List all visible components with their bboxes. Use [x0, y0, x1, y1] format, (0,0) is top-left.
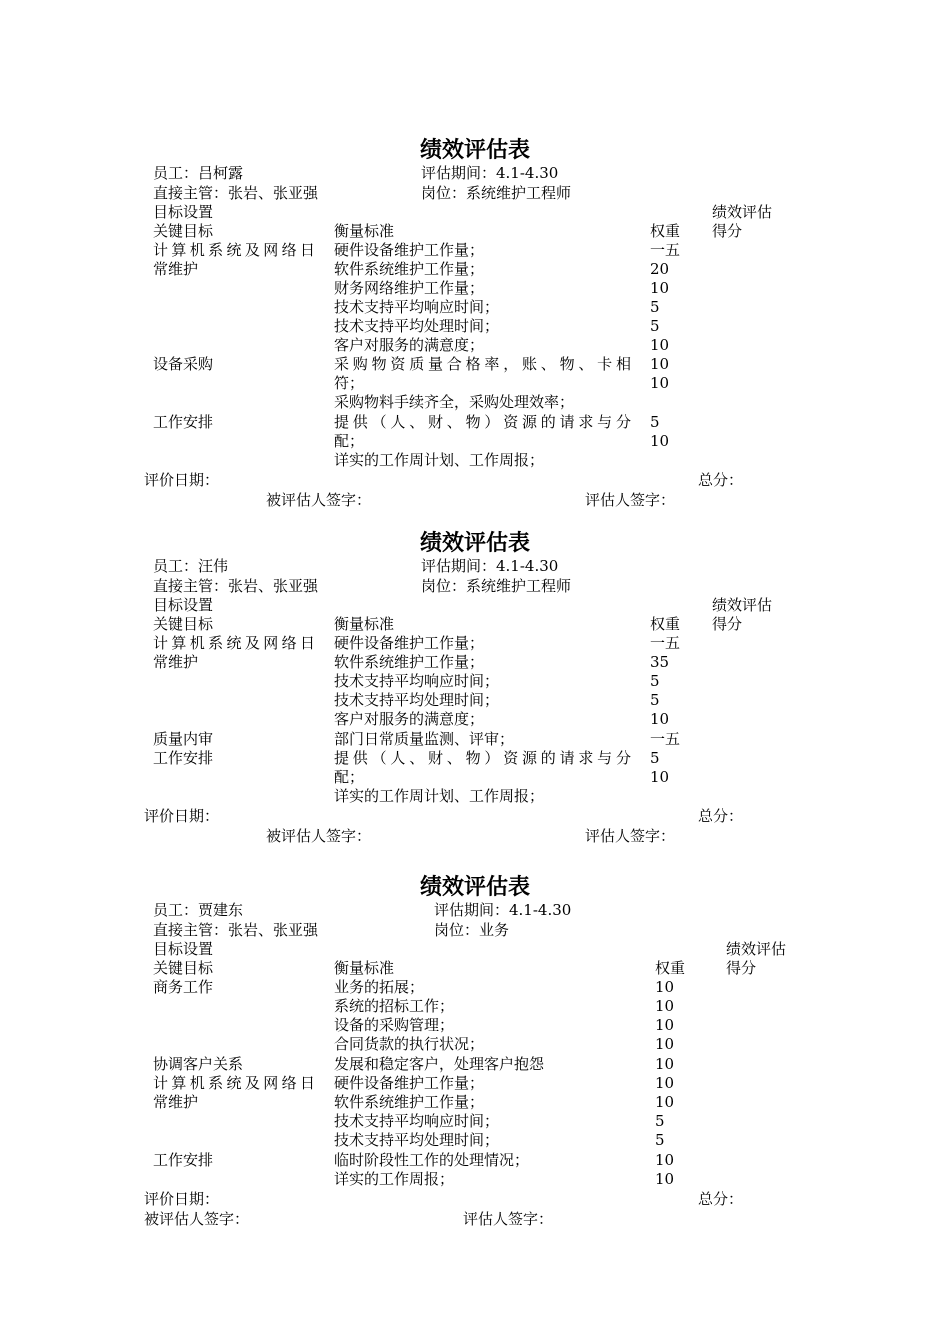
col-standard-header: 衡量标准 — [334, 615, 395, 633]
weight-cell: 5 — [650, 413, 660, 431]
weight-cell: 5 — [650, 298, 660, 316]
employee-label: 员工：吕柯露 — [153, 164, 244, 182]
standard-cell: 设备的采购管理； — [334, 1016, 455, 1034]
standard-cell: 配； — [334, 768, 365, 786]
eval-date-label: 评价日期： — [144, 807, 220, 825]
col-weight-header: 权重 — [655, 959, 686, 977]
weight-cell: 5 — [650, 691, 660, 709]
col-weight-header: 权重 — [650, 615, 681, 633]
col-standard-header: 衡量标准 — [334, 222, 395, 240]
key-cell: 工作安排 — [153, 749, 214, 767]
standard-cell: 技术支持平均处理时间； — [334, 691, 500, 709]
weight-cell: 10 — [650, 432, 670, 450]
key-cell: 设备采购 — [153, 355, 214, 373]
standard-cell: 详实的工作周计划、工作周报； — [334, 451, 545, 469]
weight-cell: 10 — [655, 1055, 675, 1073]
weight-cell: 一五 — [650, 241, 681, 259]
supervisor-label: 直接主管：张岩、张亚强 — [153, 577, 319, 595]
key-cell: 计算机系统及网络日 — [153, 1074, 315, 1092]
weight-cell: 10 — [650, 279, 670, 297]
key-cell: 常维护 — [153, 260, 199, 278]
evaluator-signature-label: 评估人签字： — [585, 827, 676, 845]
evaluation-form-2 — [0, 529, 950, 849]
table-row — [0, 355, 950, 374]
period-label: 评估期间：4.1-4.30 — [421, 164, 559, 182]
table-row — [0, 1016, 950, 1035]
standard-cell: 合同货款的执行状况； — [334, 1035, 485, 1053]
table-row — [0, 413, 950, 432]
col-key-header: 关键目标 — [153, 959, 214, 977]
col-key-header: 关键目标 — [153, 615, 214, 633]
standard-cell: 硬件设备维护工作量； — [334, 241, 485, 259]
weight-cell: 10 — [655, 1074, 675, 1092]
weight-cell: 一五 — [650, 634, 681, 652]
weight-cell: 5 — [650, 672, 660, 690]
evaluator-signature-label: 评估人签字： — [463, 1210, 554, 1228]
weight-cell: 10 — [650, 374, 670, 392]
supervisor-label: 直接主管：张岩、张亚强 — [153, 184, 319, 202]
key-cell: 计算机系统及网络日 — [153, 241, 315, 259]
weight-cell: 20 — [650, 260, 670, 278]
table-row — [0, 749, 950, 768]
col-weight-header: 权重 — [650, 222, 681, 240]
standard-cell: 详实的工作周报； — [334, 1170, 455, 1188]
standard-cell: 符； — [334, 374, 365, 392]
weight-cell: 一五 — [650, 730, 681, 748]
standard-cell: 软件系统维护工作量； — [334, 653, 485, 671]
standard-cell: 技术支持平均响应时间； — [334, 298, 500, 316]
standard-cell: 详实的工作周计划、工作周报； — [334, 787, 545, 805]
standard-cell: 采购物料手续齐全，采购处理效率； — [334, 393, 575, 411]
table-row — [0, 336, 950, 355]
eval-date-label: 评价日期： — [144, 1190, 220, 1208]
evaluatee-signature-label: 被评估人签字： — [144, 1210, 250, 1228]
standard-cell: 配； — [334, 432, 365, 450]
key-cell: 常维护 — [153, 1093, 199, 1111]
standard-cell: 系统的招标工作； — [334, 997, 455, 1015]
employee-label: 员工：汪伟 — [153, 557, 229, 575]
weight-cell: 10 — [650, 336, 670, 354]
col-standard-header: 衡量标准 — [334, 959, 395, 977]
standard-cell: 技术支持平均响应时间； — [334, 1112, 500, 1130]
standard-cell: 软件系统维护工作量； — [334, 260, 485, 278]
table-row — [0, 374, 950, 393]
weight-cell: 10 — [655, 1151, 675, 1169]
table-row — [0, 653, 950, 672]
supervisor-label: 直接主管：张岩、张亚强 — [153, 921, 319, 939]
weight-cell: 10 — [655, 978, 675, 996]
key-cell: 工作安排 — [153, 1151, 214, 1169]
table-row — [0, 432, 950, 451]
standard-cell: 发展和稳定客户，处理客户抱怨 — [334, 1055, 545, 1073]
period-label: 评估期间：4.1-4.30 — [434, 901, 572, 919]
weight-cell: 5 — [655, 1131, 665, 1149]
weight-cell: 5 — [650, 317, 660, 335]
table-row — [0, 1055, 950, 1074]
standard-cell: 部门日常质量监测、评审； — [334, 730, 515, 748]
key-cell: 商务工作 — [153, 978, 214, 996]
standard-cell: 采购物资质量合格率，账、物、卡相 — [334, 355, 631, 373]
evaluatee-signature-label: 被评估人签字： — [266, 827, 372, 845]
key-cell: 工作安排 — [153, 413, 214, 431]
weight-cell: 5 — [650, 749, 660, 767]
standard-cell: 提供（人、财、物）资源的请求与分 — [334, 413, 631, 431]
table-row — [0, 1074, 950, 1093]
table-row — [0, 672, 950, 691]
weight-cell: 10 — [655, 1170, 675, 1188]
score-header: 绩效评估 — [712, 203, 773, 221]
total-score-label: 总分： — [698, 1190, 744, 1208]
evaluatee-signature-label: 被评估人签字： — [266, 491, 372, 509]
table-row — [0, 317, 950, 336]
standard-cell: 硬件设备维护工作量； — [334, 1074, 485, 1092]
table-row — [0, 279, 950, 298]
table-row — [0, 1170, 950, 1189]
score-header: 绩效评估 — [726, 940, 787, 958]
key-cell: 计算机系统及网络日 — [153, 634, 315, 652]
weight-cell: 10 — [655, 1016, 675, 1034]
position-label: 岗位：业务 — [434, 921, 510, 939]
standard-cell: 临时阶段性工作的处理情况； — [334, 1151, 530, 1169]
standard-cell: 客户对服务的满意度； — [334, 336, 485, 354]
weight-cell: 10 — [650, 710, 670, 728]
period-label: 评估期间：4.1-4.30 — [421, 557, 559, 575]
table-row — [0, 1151, 950, 1170]
table-row — [0, 1112, 950, 1131]
table-row — [0, 691, 950, 710]
total-score-label: 总分： — [698, 807, 744, 825]
form-title: 绩效评估表 — [419, 530, 530, 556]
table-row — [0, 634, 950, 653]
score-header: 绩效评估 — [712, 596, 773, 614]
position-label: 岗位：系统维护工程师 — [421, 184, 572, 202]
table-row — [0, 710, 950, 729]
form-title: 绩效评估表 — [419, 874, 530, 900]
score-header-2: 得分 — [726, 959, 757, 977]
position-label: 岗位：系统维护工程师 — [421, 577, 572, 595]
weight-cell: 35 — [650, 653, 670, 671]
key-cell: 质量内审 — [153, 730, 214, 748]
score-header-2: 得分 — [712, 222, 743, 240]
table-row — [0, 1131, 950, 1150]
table-row — [0, 298, 950, 317]
total-score-label: 总分： — [698, 471, 744, 489]
weight-cell: 10 — [655, 997, 675, 1015]
standard-cell: 提供（人、财、物）资源的请求与分 — [334, 749, 631, 767]
form-title: 绩效评估表 — [419, 137, 530, 163]
standard-cell: 技术支持平均响应时间； — [334, 672, 500, 690]
table-row — [0, 787, 950, 806]
target-setting-label: 目标设置 — [153, 203, 214, 221]
table-row — [0, 260, 950, 279]
weight-cell: 5 — [655, 1112, 665, 1130]
weight-cell: 10 — [655, 1093, 675, 1111]
eval-date-label: 评价日期： — [144, 471, 220, 489]
standard-cell: 技术支持平均处理时间； — [334, 1131, 500, 1149]
target-setting-label: 目标设置 — [153, 596, 214, 614]
key-cell: 常维护 — [153, 653, 199, 671]
score-header-2: 得分 — [712, 615, 743, 633]
table-row — [0, 1035, 950, 1054]
col-key-header: 关键目标 — [153, 222, 214, 240]
evaluation-form-3 — [0, 873, 950, 1243]
table-row — [0, 730, 950, 749]
weight-cell: 10 — [655, 1035, 675, 1053]
table-row — [0, 393, 950, 412]
key-cell: 协调客户关系 — [153, 1055, 244, 1073]
evaluation-form-1 — [0, 136, 950, 516]
weight-cell: 10 — [650, 768, 670, 786]
table-row — [0, 997, 950, 1016]
table-row — [0, 1093, 950, 1112]
target-setting-label: 目标设置 — [153, 940, 214, 958]
weight-cell: 10 — [650, 355, 670, 373]
standard-cell: 客户对服务的满意度； — [334, 710, 485, 728]
standard-cell: 财务网络维护工作量； — [334, 279, 485, 297]
standard-cell: 技术支持平均处理时间； — [334, 317, 500, 335]
employee-label: 员工：贾建东 — [153, 901, 244, 919]
table-row — [0, 451, 950, 470]
table-row — [0, 768, 950, 787]
standard-cell: 硬件设备维护工作量； — [334, 634, 485, 652]
table-row — [0, 241, 950, 260]
standard-cell: 业务的拓展； — [334, 978, 425, 996]
standard-cell: 软件系统维护工作量； — [334, 1093, 485, 1111]
evaluator-signature-label: 评估人签字： — [585, 491, 676, 509]
table-row — [0, 978, 950, 997]
